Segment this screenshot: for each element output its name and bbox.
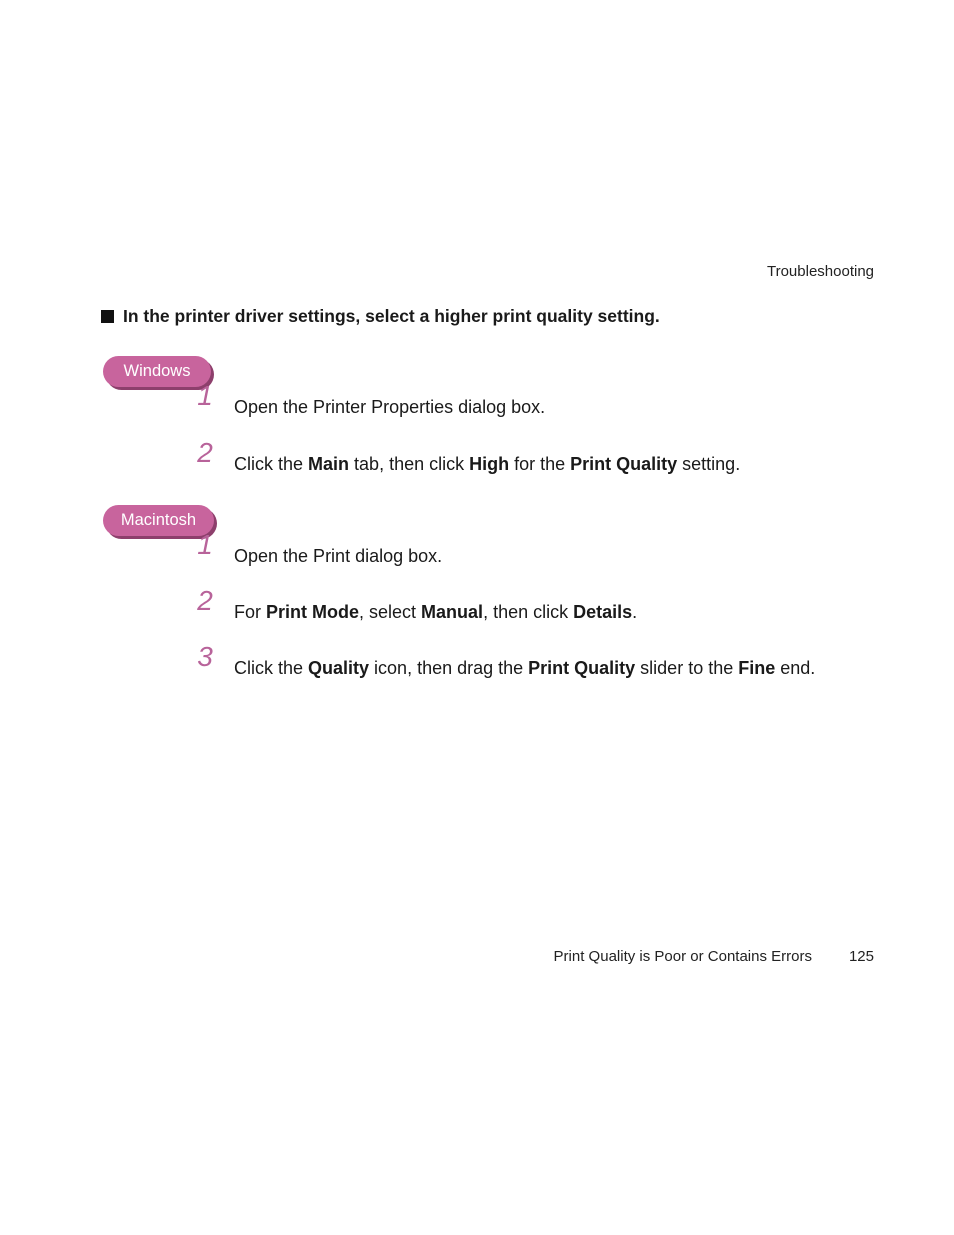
step-text xyxy=(234,546,442,567)
step-fragment: icon, then drag the xyxy=(369,658,529,678)
page-number: 125 xyxy=(848,948,874,965)
macintosh-step-2 xyxy=(185,585,638,625)
step-fragment: Open the Printer Properties dialog box. xyxy=(234,397,546,417)
step-number: 3 xyxy=(197,641,213,672)
step-term: Print Quality xyxy=(570,454,678,474)
bullet-square-icon xyxy=(101,310,114,323)
step-term: Main xyxy=(308,454,350,474)
step-text xyxy=(234,397,545,418)
step-fragment: Click the xyxy=(234,658,309,678)
step-number: 2 xyxy=(197,585,213,616)
step-term: Fine xyxy=(738,658,776,678)
macintosh-badge: Macintosh xyxy=(103,505,214,536)
step-fragment: for the xyxy=(509,454,571,474)
macintosh-step-1 xyxy=(185,529,443,569)
page-footer xyxy=(554,948,874,965)
windows-step-2 xyxy=(185,437,741,477)
step-fragment: , then click xyxy=(483,602,574,622)
step-fragment: For xyxy=(234,602,267,622)
step-term: Quality xyxy=(308,658,370,678)
step-fragment: slider to the xyxy=(635,658,739,678)
footer-title: Print Quality is Poor or Contains Errors xyxy=(553,948,812,965)
step-fragment: end. xyxy=(775,658,816,678)
step-number: 2 xyxy=(197,437,213,468)
step-fragment: Open the Print dialog box. xyxy=(234,546,443,566)
macintosh-step-3 xyxy=(185,641,816,681)
step-fragment: , select xyxy=(359,602,422,622)
step-fragment: . xyxy=(632,602,638,622)
step-term: Details xyxy=(573,602,633,622)
instruction-heading xyxy=(101,306,660,327)
step-text xyxy=(234,454,740,475)
step-text xyxy=(234,658,815,679)
step-term: Print Mode xyxy=(266,602,360,622)
step-fragment: tab, then click xyxy=(349,454,470,474)
step-number: 1 xyxy=(197,529,213,560)
section-header: Troubleshooting xyxy=(766,263,874,280)
windows-badge: Windows xyxy=(103,356,211,387)
step-text xyxy=(234,602,637,623)
heading-text: In the printer driver settings, select a higher print quality setting. xyxy=(123,306,660,326)
step-term: Print Quality xyxy=(528,658,636,678)
step-fragment: Click the xyxy=(234,454,309,474)
step-term: Manual xyxy=(421,602,484,622)
step-term: High xyxy=(469,454,510,474)
windows-step-1 xyxy=(185,380,546,420)
step-fragment: setting. xyxy=(677,454,741,474)
step-number: 1 xyxy=(197,380,213,411)
